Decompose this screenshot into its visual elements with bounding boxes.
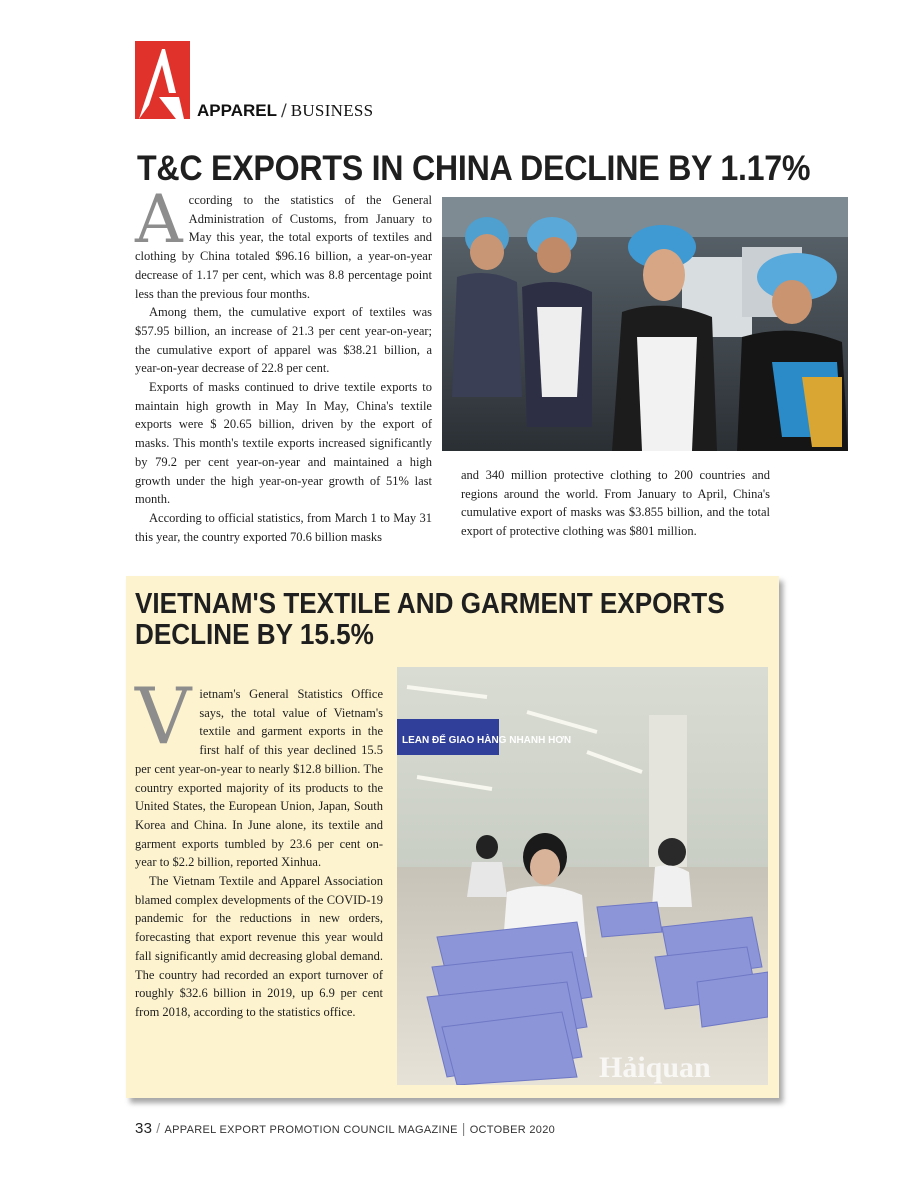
apparel-logo xyxy=(135,41,190,119)
article1-paragraph-3: Exports of masks continued to drive textile exports to maintain high growth in May In May, China's textile exports were $ 20.65 billion, driven by the export of masks. This month's textile exports increased significantly by 79.2 per cent year-on-year and maintained a high growth under the high year-on-year growth of 51% last month. xyxy=(135,380,432,507)
garment-workers-photo xyxy=(442,197,848,451)
footer-slash: / xyxy=(156,1120,161,1136)
page-number: 33 xyxy=(135,1120,153,1137)
article2-dropcap: V xyxy=(135,672,192,762)
article2-paragraph-2: The Vietnam Textile and Apparel Association blamed complex developments of the COVID-19 pandemic for the reductions in new orders, forecasting that export revenue this year would fall significantly amid decreasing global demand. The country had recorded an export turnover of roughly $32.6 billion in 2019, up 6.9 per cent from 2018, according to the statistics office. xyxy=(135,874,383,1019)
article1-title: T&C EXPORTS IN CHINA DECLINE BY 1.17% xyxy=(137,149,811,188)
article2-paragraph-1 xyxy=(135,672,383,872)
subsection-name: BUSINESS xyxy=(290,101,374,120)
publication-name: APPAREL EXPORT PROMOTION COUNCIL MAGAZINE xyxy=(164,1124,458,1136)
photo-watermark: Hảiquan xyxy=(599,1051,711,1084)
article2-title xyxy=(135,589,725,651)
article1-column1 xyxy=(135,181,432,546)
footer-separator: | xyxy=(461,1120,466,1136)
issue-date: OCTOBER 2020 xyxy=(469,1124,556,1136)
factory-floor-photo xyxy=(397,667,768,1085)
section-slash: / xyxy=(280,101,287,121)
article1-dropcap: A xyxy=(135,181,183,258)
article2-title-line1: VIETNAM'S TEXTILE AND GARMENT EXPORTS xyxy=(135,588,725,620)
article2-title-line2: DECLINE BY 15.5% xyxy=(135,619,374,651)
article1-paragraph-1-text: ccording to the statistics of the General Administration of Customs, from January to May this year, the total exports of textiles and clothing by China totaled $96.16 billion, a year-on-year decrease of 1.17 per cent, which was 8.8 percentage point less than the previous four months. xyxy=(135,193,432,301)
article1-column2 xyxy=(461,466,770,541)
article1-paragraph-1 xyxy=(135,181,432,303)
article1-paragraph-2: Among them, the cumulative export of textiles was $57.95 billion, an increase of 21.3 per cent year-on-year; the cumulative export of apparel was $38.21 billion, a year-on-year decrease of 22.8 per cent. xyxy=(135,305,432,376)
article1-paragraph-4: According to official statistics, from March 1 to May 31 this year, the country exported 70.6 billion masks xyxy=(135,510,432,544)
article1-continuation: and 340 million protective clothing to 200 countries and regions around the world. From January to April, China's cumulative export of masks was $3.855 billion, and the total export of protective clothing was $801 million. xyxy=(461,468,770,539)
section-label xyxy=(197,101,373,121)
article2-column xyxy=(135,672,383,1022)
section-name: APPAREL xyxy=(197,101,277,120)
factory-banner-text: LEAN ĐỂ GIAO HÀNG NHANH HƠN xyxy=(402,735,572,746)
article2-paragraph-1-text: ietnam's General Statistics Office says, the total value of Vietnam's textile and garment exports in the first half of this year declined 15.5 per cent year-on-year to nearly $12.8 billion. The country exported majority of its products to the United States, the European Union, Japan, South Korea and China. In June alone, its textile and garment exports tumbled by 23.6 per cent on-year to $2.2 billion, reported Xinhua. xyxy=(135,687,383,870)
page-footer xyxy=(135,1120,555,1137)
